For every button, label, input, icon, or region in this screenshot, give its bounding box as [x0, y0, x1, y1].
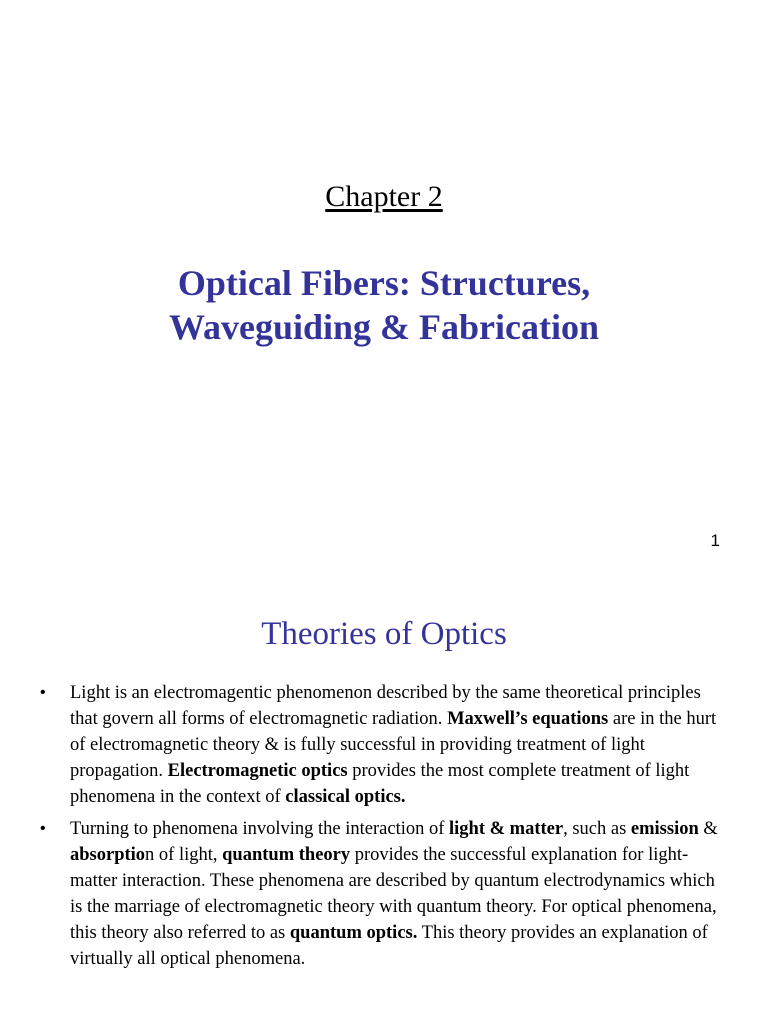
text-segment: are in the hurt of electromagnetic theory & is fully successful in providing treatment of light propagation. [70, 709, 717, 781]
bold-term: emission [630, 819, 699, 839]
section-heading: Theories of Optics [261, 616, 507, 652]
bold-term: classical optics. [285, 787, 406, 807]
text-segment: provides the most complete treatment of light phenomena in the context of [70, 761, 690, 807]
bold-term: absorptio [70, 845, 146, 865]
text-segment: , such as [563, 819, 631, 839]
chapter-title-line-1: Optical Fibers: Structures, [177, 263, 591, 303]
text-segment: & [698, 819, 718, 839]
bullet-icon: • [40, 820, 46, 837]
chapter-title-line-2: Waveguiding & Fabrication [168, 307, 600, 347]
text-segment: Light is an electromagentic phenomenon described by the same theoretical principles that govern all forms of electromagnetic radiation. [70, 683, 701, 729]
text-segment: Turning to phenomena involving the interaction of [70, 819, 450, 839]
bold-term: quantum theory [222, 845, 351, 865]
bullet-list [0, 680, 768, 978]
page-number: 1 [710, 531, 720, 550]
bold-term: light & matter [449, 819, 564, 839]
chapter-title [0, 261, 768, 349]
bullet-item [0, 816, 768, 972]
bullet-text [70, 683, 716, 807]
bullet-icon: • [40, 684, 46, 701]
text-segment: provides the successful explanation for light-matter interaction. These phenomena are described by quantum electrodynamics which is the marriage of electromagnetic theory with quantum theory. For optical phenomena, this theory also referred to as [70, 845, 717, 943]
bold-term: quantum optics. [289, 923, 418, 943]
chapter-label: Chapter 2 [325, 180, 443, 213]
text-segment: This theory provides an explanation of virtually all optical phenomena. [70, 923, 708, 969]
text-segment: n of light, [145, 845, 223, 865]
slide-theories-of-optics [0, 576, 768, 1024]
bold-term: Maxwell’s equations [447, 709, 609, 729]
bullet-item [0, 680, 768, 810]
bold-term: Electromagnetic optics [167, 761, 348, 781]
bullet-text [70, 819, 718, 969]
